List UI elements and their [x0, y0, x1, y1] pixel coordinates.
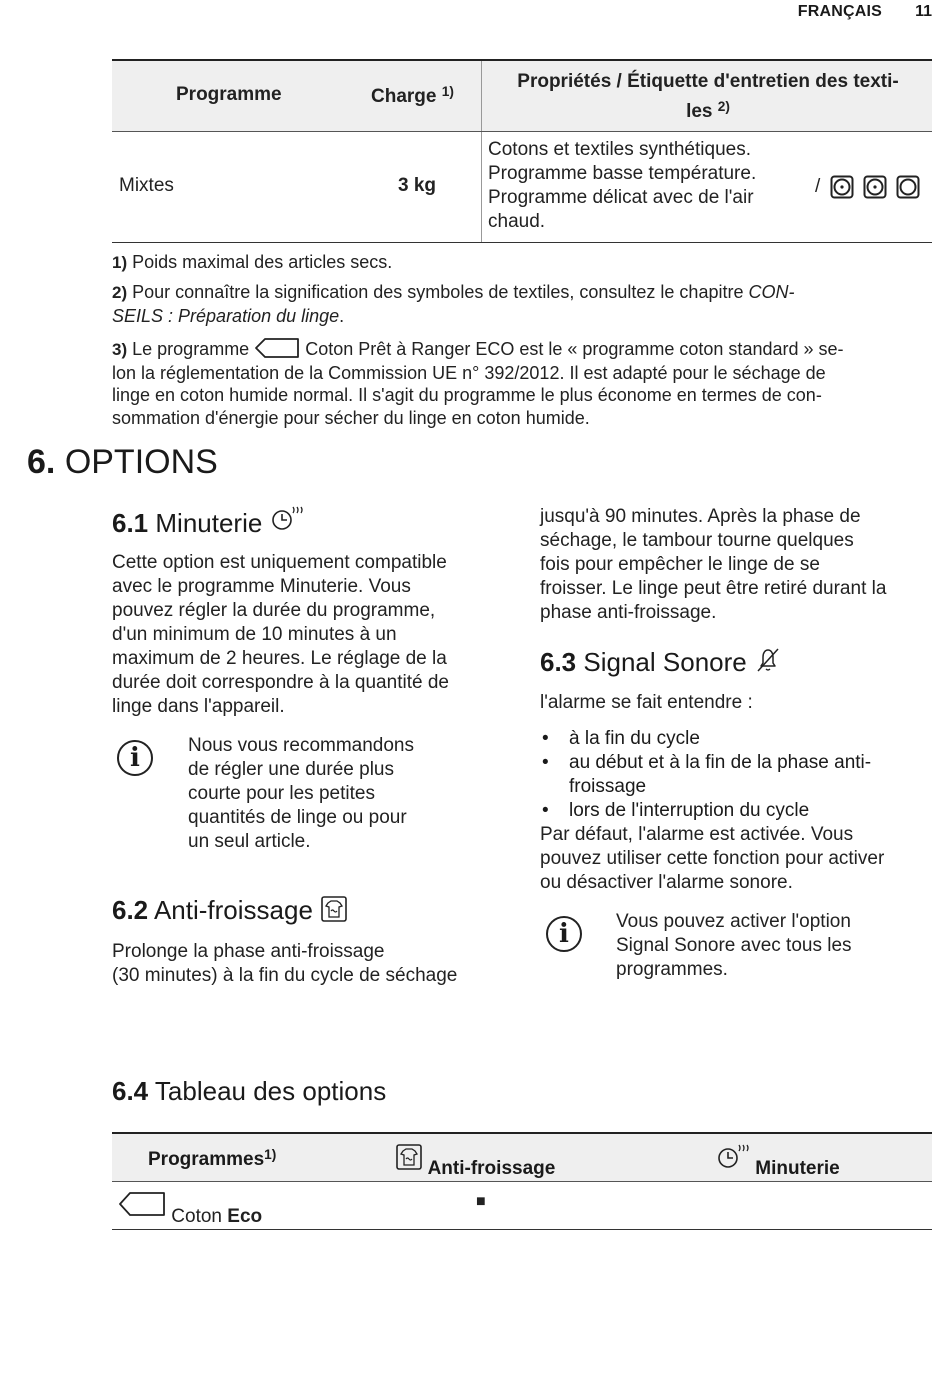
anti-crease-icon — [395, 1143, 423, 1171]
tumble-dry-low-icon — [830, 175, 854, 199]
note-1: 1) Poids maximal des articles secs. — [112, 252, 393, 272]
anti-froissage-text: Prolonge la phase anti-froissage (30 minutes) à la fin du cycle de séchage — [112, 941, 458, 986]
info-icon: i — [117, 740, 153, 776]
timer-icon — [716, 1143, 750, 1171]
options-table-header-rule — [112, 1181, 932, 1182]
minuterie-text: Cette option est uniquement compatible avec le programme Minuterie. Vous pouvez régler la durée du programme, d'un minimum de 10 minutes à un maximum de 2 heures. Le réglage de la durée doit correspondre à la quantité de linge dans l'appareil. — [112, 552, 449, 717]
timer-icon — [270, 505, 304, 533]
table-bottom-rule — [112, 242, 932, 243]
list-item: • au début et à la fin de la phase anti- froissage — [540, 751, 871, 799]
opt-col-anti-froissage: Anti-froissage — [395, 1143, 555, 1174]
list-item: • lors de l'interruption du cycle — [540, 799, 871, 823]
anti-froissage-available-mark: ■ — [476, 1193, 486, 1210]
opt-col-programmes: Programmes$^{1)}$ — [148, 1146, 277, 1170]
row-description: Cotons et textiles synthétiques. Programme basse température. Programme délicat avec de l'air chaud. — [488, 139, 757, 232]
info-icon: i — [546, 916, 582, 952]
table-top-rule — [112, 59, 932, 61]
anti-froissage-continued-text: jusqu'à 90 minutes. Après la phase de séchage, le tambour tourne quelques fois pour empêcher le linge de se froisser. Le linge peut être retiré durant la phase anti-froissage. — [540, 506, 887, 623]
heading-anti-froissage: 6.2 Anti-froissage — [112, 895, 348, 926]
note-3: 3) Le programme Coton Prêt à Ranger ECO est le « programme coton standard » se- lon la réglementation de la Commission UE n° 392/2012. Il est adapté pour le séchage de linge en coton humide normal. Il s'agit du programme le plus économe en termes de con- sommation d'énergie pour sécher du linge en coton humide. — [112, 339, 844, 428]
anti-crease-icon — [320, 895, 348, 923]
signal-default-text: Par défaut, l'alarme est activée. Vous pouvez utiliser cette fonction pour activer ou désactiver l'alarme sonore. — [540, 824, 885, 893]
opt-col-minuterie: Minuterie — [716, 1143, 840, 1174]
header-language: FRANÇAIS — [797, 3, 882, 20]
coton-eco-icon — [118, 1190, 166, 1218]
care-symbols — [815, 175, 920, 199]
table-header-rule — [112, 131, 932, 132]
list-item: • à la fin du cycle — [540, 727, 871, 751]
signal-intro: l'alarme se fait entendre : — [540, 692, 753, 713]
row-charge: 3 kg — [398, 175, 437, 196]
row-programme: Mixtes — [119, 175, 174, 196]
tumble-dry-icon — [896, 175, 920, 199]
tumble-dry-low-icon — [863, 175, 887, 199]
col-header-programme: Programme — [176, 84, 282, 105]
note-2: 2) Pour connaître la signification des symboles de textiles, consultez le chapitre CON- SEILS : Préparation du linge. — [112, 282, 795, 326]
bell-off-icon — [754, 646, 782, 674]
signal-bullet-list — [540, 727, 871, 823]
heading-tableau-options: 6.4 Tableau des options — [112, 1076, 387, 1106]
col-header-charge: Charge $^{1)}$ — [371, 83, 454, 107]
table-column-divider — [481, 61, 482, 242]
heading-signal-sonore: 6.3 Signal Sonore — [540, 646, 782, 678]
minuterie-info-text: Nous vous recommandons de régler une durée plus courte pour les petites quantités de linge ou pour un seul article. — [188, 735, 414, 852]
options-row-coton-eco: Coton Eco — [118, 1190, 262, 1222]
options-table-top-rule — [112, 1132, 932, 1134]
col-header-proprietes: Propriétés / Étiquette d'entretien des texti- les $^{2)}$ — [517, 71, 899, 122]
heading-minuterie: 6.1 Minuterie — [112, 505, 304, 539]
section-heading: 6. OPTIONS — [27, 443, 218, 481]
coton-eco-icon — [254, 337, 300, 359]
page-number: 11 — [915, 3, 932, 20]
signal-info-text: Vous pouvez activer l'option Signal Sonore avec tous les programmes. — [616, 911, 852, 980]
care-slash: / — [815, 176, 821, 198]
options-table-bottom-rule — [112, 1229, 932, 1230]
